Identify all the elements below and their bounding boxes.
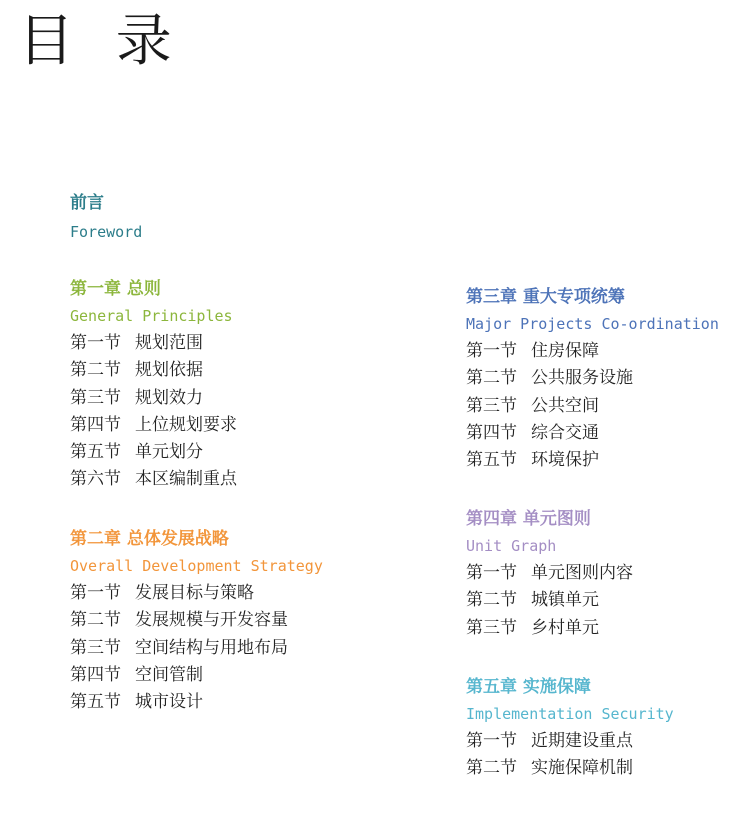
section-number: 第三节 xyxy=(466,617,517,638)
chapter-5 xyxy=(466,676,674,783)
section-number: 第三节 xyxy=(466,395,517,416)
section-number: 第一节 xyxy=(70,583,121,603)
section-name: 城市设计 xyxy=(135,692,203,713)
toc-entry[interactable] xyxy=(70,607,323,634)
section-name: 近期建设重点 xyxy=(531,731,633,751)
section-number: 第一节 xyxy=(466,341,517,361)
section-name: 上位规划要求 xyxy=(135,414,237,435)
chapter-1-title-cn[interactable]: 第一章 总则 xyxy=(70,279,161,299)
toc-entry[interactable] xyxy=(466,393,719,420)
toc-entry[interactable] xyxy=(70,662,323,689)
section-name: 规划效力 xyxy=(135,387,203,408)
section-number: 第五节 xyxy=(70,692,121,713)
toc-entry[interactable] xyxy=(466,728,674,755)
section-name: 发展目标与策略 xyxy=(135,583,254,603)
toc-entry[interactable] xyxy=(70,635,323,662)
section-number: 第三节 xyxy=(70,637,121,658)
section-number: 第一节 xyxy=(70,333,121,353)
chapter-2-title-cn[interactable]: 第二章 总体发展战略 xyxy=(70,529,229,549)
chapter-4-title-en: Unit Graph xyxy=(466,537,557,555)
section-name: 规划范围 xyxy=(135,333,203,353)
chapter-4 xyxy=(466,508,633,642)
toc-entry[interactable] xyxy=(70,357,237,384)
toc-entry[interactable] xyxy=(466,755,674,782)
toc-entry[interactable] xyxy=(70,385,237,412)
section-name: 空间结构与用地布局 xyxy=(135,637,288,658)
toc-entry[interactable] xyxy=(466,447,719,474)
section-name: 住房保障 xyxy=(531,341,599,361)
section-name: 空间管制 xyxy=(135,664,203,685)
chapter-3-title-en: Major Projects Co-ordination xyxy=(466,315,719,333)
toc-entry[interactable] xyxy=(70,580,323,607)
section-number: 第二节 xyxy=(70,610,121,631)
toc-entry[interactable] xyxy=(466,420,719,447)
foreword-title-cn: 前言 xyxy=(70,193,104,213)
foreword-title-en: Foreword xyxy=(70,223,143,241)
chapter-5-title-cn[interactable]: 第五章 实施保障 xyxy=(466,677,591,697)
section-name: 单元图则内容 xyxy=(531,563,633,583)
section-number: 第六节 xyxy=(70,469,121,490)
section-number: 第四节 xyxy=(466,422,517,443)
section-name: 城镇单元 xyxy=(531,590,599,611)
toc-entry[interactable] xyxy=(70,412,237,439)
section-number: 第二节 xyxy=(466,758,517,779)
section-name: 环境保护 xyxy=(531,450,599,471)
section-name: 发展规模与开发容量 xyxy=(135,610,288,631)
toc-entry[interactable] xyxy=(70,466,237,493)
chapter-5-title-en: Implementation Security xyxy=(466,705,674,723)
section-number: 第四节 xyxy=(70,414,121,435)
toc-entry[interactable] xyxy=(466,587,633,614)
section-number: 第二节 xyxy=(70,360,121,381)
chapter-2-title-en: Overall Development Strategy xyxy=(70,557,323,575)
section-number: 第五节 xyxy=(466,450,517,471)
section-number: 第三节 xyxy=(70,387,121,408)
section-number: 第一节 xyxy=(466,563,517,583)
chapter-1-title-en: General Principles xyxy=(70,307,233,325)
chapter-3-title-cn[interactable]: 第三章 重大专项统筹 xyxy=(466,287,625,307)
foreword-block[interactable] xyxy=(70,192,142,246)
section-name: 公共服务设施 xyxy=(531,368,633,389)
section-number: 第四节 xyxy=(70,664,121,685)
chapter-3 xyxy=(466,286,719,474)
section-number: 第一节 xyxy=(466,731,517,751)
section-number: 第二节 xyxy=(466,368,517,389)
toc-entry[interactable] xyxy=(70,689,323,716)
page-title: 目 录 xyxy=(18,9,184,74)
section-name: 单元划分 xyxy=(135,442,203,463)
toc-entry[interactable] xyxy=(70,330,237,357)
section-number: 第二节 xyxy=(466,590,517,611)
section-name: 本区编制重点 xyxy=(135,469,237,490)
toc-entry[interactable] xyxy=(466,365,719,392)
section-name: 公共空间 xyxy=(531,395,599,416)
section-number: 第五节 xyxy=(70,442,121,463)
toc-entry[interactable] xyxy=(466,560,633,587)
toc-entry[interactable] xyxy=(70,439,237,466)
toc-entry[interactable] xyxy=(466,338,719,365)
chapter-1 xyxy=(70,278,237,494)
chapter-4-title-cn[interactable]: 第四章 单元图则 xyxy=(466,509,591,529)
section-name: 乡村单元 xyxy=(531,617,599,638)
section-name: 综合交通 xyxy=(531,422,599,443)
section-name: 实施保障机制 xyxy=(531,758,633,779)
chapter-2 xyxy=(70,528,323,716)
section-name: 规划依据 xyxy=(135,360,203,381)
toc-entry[interactable] xyxy=(466,615,633,642)
